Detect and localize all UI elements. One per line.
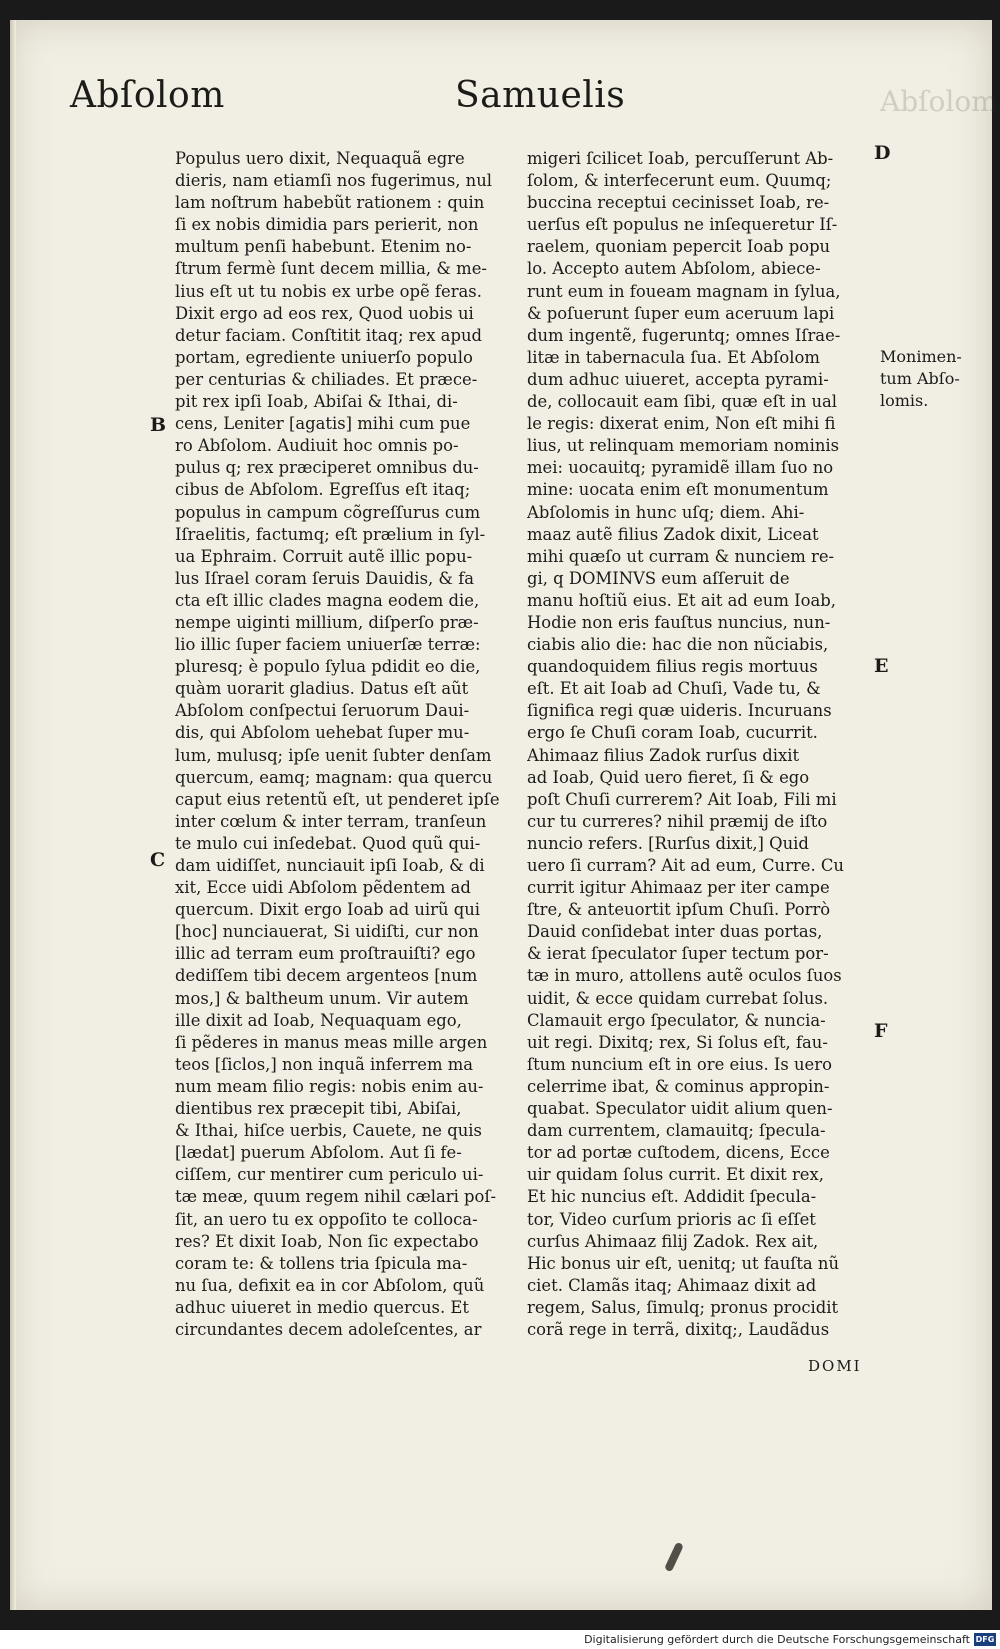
text-line: uidit, & ecce quidam currebat ſolus. xyxy=(527,988,829,1008)
book-page xyxy=(10,20,998,1610)
text-line: caput eius retentũ eſt, ut penderet ipſe xyxy=(175,789,500,809)
text-line: lus Iſrael coram ſeruis Dauidis, & fa xyxy=(175,568,475,588)
margin-note xyxy=(880,346,990,412)
catchword: DOMI xyxy=(808,1357,862,1375)
text-line: tor, Video curſum prioris ac ſi eſſet xyxy=(527,1209,816,1229)
text-line: ſtrum fermè ſunt decem millia, & me- xyxy=(175,259,487,279)
text-line: nempe uiginti millium, diſperſo præ- xyxy=(175,612,479,632)
text-line: & Ithai, hiſce uerbis, Cauete, ne quis xyxy=(175,1121,482,1141)
margin-letter-d: D xyxy=(874,142,891,164)
text-line: Dixit ergo ad eos rex, Quod uobis ui xyxy=(175,303,474,323)
text-line: illic ad terram eum proſtrauiſti? ego xyxy=(175,944,476,964)
text-line: num meam filio regis: nobis enim au- xyxy=(175,1076,484,1096)
text-line: ſolom, & interfecerunt eum. Quumq; xyxy=(527,171,832,191)
text-line: nuncio refers. [Rurſus dixit,] Quid xyxy=(527,833,809,853)
text-line: pulus q; rex præciperet omnibus du- xyxy=(175,458,479,478)
text-line: dam currentem, clamauitq; ſpecula- xyxy=(527,1121,826,1141)
text-line: de, collocauit eam ſibi, quæ eſt in ual xyxy=(527,392,838,412)
text-line: mos,] & baltheum unum. Vir autem xyxy=(175,988,469,1008)
text-line: poſt Chuſi currerem? Ait Ioab, Fili mi xyxy=(527,789,837,809)
text-line: populus in campum cõgreſſurus cum xyxy=(175,502,481,522)
text-line: quabat. Speculator uidit alium quen- xyxy=(527,1099,833,1119)
text-line: lum, mulusq; ipſe uenit ſubter denſam xyxy=(175,745,492,765)
text-line: ciabis alio die: hac die non nũciabis, xyxy=(527,635,829,655)
text-line: & poſuerunt ſuper eum aceruum lapi xyxy=(527,303,835,323)
text-line: cens, Leniter [agatis] mihi cum pue xyxy=(175,414,471,434)
text-line: litæ in tabernacula ſua. Et Abſolom xyxy=(527,347,820,367)
page-edge xyxy=(10,20,16,1610)
text-line: ciſſem, cur mentirer cum periculo ui- xyxy=(175,1165,484,1185)
text-line: teos [ſiclos,] non inquã inferrem ma xyxy=(175,1054,474,1074)
text-line: quercum, eamq; magnam: qua quercu xyxy=(175,767,493,787)
text-line: nu ſua, defixit ea in cor Abſolom, quũ xyxy=(175,1275,485,1295)
text-line: Hic bonus uir eſt, uenitq; ut fauſta nũ xyxy=(527,1253,839,1273)
right-text-column xyxy=(527,148,887,1341)
text-line: cibus de Abſolom. Egreſſus eſt itaq; xyxy=(175,480,471,500)
text-line: portam, egrediente uniuerſo populo xyxy=(175,347,473,367)
text-line: dis, qui Abſolom uehebat ſuper mu- xyxy=(175,723,470,743)
bleed-through-text: Abſolom xyxy=(880,85,998,118)
running-head-center: Samuelis xyxy=(455,75,626,116)
text-line: ſtum nuncium eſt in ore eius. Is uero xyxy=(527,1054,832,1074)
text-line: cta eſt illic clades magna eodem die, xyxy=(175,590,480,610)
text-line: tor ad portæ cuſtodem, dicens, Ecce xyxy=(527,1143,830,1163)
text-line: gi, q DOMINVS eum aſſeruit de xyxy=(527,568,790,588)
text-line: lio illic ſuper faciem uniuerſæ terræ: xyxy=(175,635,481,655)
text-line: xit, Ecce uidi Abſolom pẽdentem ad xyxy=(175,878,471,898)
text-line: [lædat] puerum Abſolom. Aut ſi fe- xyxy=(175,1143,462,1163)
text-line: lam noſtrum habebũt rationem : quin xyxy=(175,193,485,213)
text-line: uit regi. Dixitq; rex, Si ſolus eſt, fau- xyxy=(527,1032,828,1052)
text-line: quandoquidem filius regis mortuus xyxy=(527,657,818,677)
text-line: dediſſem tibi decem argenteos [num xyxy=(175,966,478,986)
text-line: manu hoſtiũ eius. Et ait ad eum Ioab, xyxy=(527,590,836,610)
text-line: dientibus rex præcepit tibi, Abiſai, xyxy=(175,1099,462,1119)
text-line: Iſraelitis, factumq; eſt prælium in ſyl- xyxy=(175,524,486,544)
text-line: tæ meæ, quum regem nihil cælari poſ- xyxy=(175,1187,497,1207)
text-line: res? Et dixit Ioab, Non ſic expectabo xyxy=(175,1231,479,1251)
margin-letter-f: F xyxy=(874,1020,888,1042)
text-line: curſus Ahimaaz filij Zadok. Rex ait, xyxy=(527,1231,819,1251)
text-line: ſi ex nobis dimidia pars perierit, non xyxy=(175,215,479,235)
dfg-logo: DFG xyxy=(975,1635,995,1644)
digitization-footer xyxy=(0,1630,1000,1649)
text-line: Ahimaaz filius Zadok rurſus dixit xyxy=(527,745,800,765)
text-line: uir quidam ſolus currit. Et dixit rex, xyxy=(527,1165,824,1185)
text-line: adhuc uiueret in medio quercus. Et xyxy=(175,1297,469,1317)
text-line: te mulo cui inſedebat. Quod quũ qui- xyxy=(175,833,481,853)
text-line: inter cœlum & inter terram, tranſeun xyxy=(175,811,487,831)
text-line: Abſolom conſpectui ſeruorum Daui- xyxy=(175,701,470,721)
text-line: ſi pẽderes in manus meas mille argen xyxy=(175,1032,488,1052)
text-line: corã rege in terrã, dixitq;, Laudãdus xyxy=(527,1319,830,1339)
margin-note-line: lomis. xyxy=(880,391,929,410)
left-text-column xyxy=(175,148,520,1341)
margin-letter-c: C xyxy=(150,849,166,871)
text-line: uerſus eſt populus ne inſequeretur Iſ- xyxy=(527,215,838,235)
text-line: ro Abſolom. Audiuit hoc omnis po- xyxy=(175,436,459,456)
text-line: & ierat ſpeculator ſuper tectum por- xyxy=(527,944,829,964)
text-line: dam uidiſſet, nunciauit ipſi Ioab, & di xyxy=(175,856,485,875)
text-line: ſignifica regi quæ uideris. Incuruans xyxy=(527,701,832,721)
text-line: dum ingentẽ, fugeruntq; omnes Iſrae- xyxy=(527,325,841,345)
text-line: ſit, an uero tu ex oppoſito te colloca- xyxy=(175,1209,478,1229)
text-line: coram te: & tollens tria ſpicula ma- xyxy=(175,1253,468,1273)
text-line: mihi quæſo ut curram & nunciem re- xyxy=(527,546,835,566)
text-line: pluresq; è populo ſylua pdidit eo die, xyxy=(175,657,481,677)
text-line: lo. Accepto autem Abſolom, abiece- xyxy=(527,259,821,279)
ink-mark xyxy=(664,1542,684,1573)
margin-letter-e: E xyxy=(874,655,889,677)
text-line: eſt. Et ait Ioab ad Chuſi, Vade tu, & xyxy=(527,679,821,699)
text-line: lius, ut relinquam memoriam nominis xyxy=(527,436,840,456)
text-line: mine: uocata enim eſt monumentum xyxy=(527,480,829,500)
text-line: celerrime ibat, & cominus appropin- xyxy=(527,1076,830,1096)
text-line: dieris, nam etiamſi nos fugerimus, nul xyxy=(175,171,493,191)
margin-letter-b: B xyxy=(150,414,167,436)
text-line: multum penſi habebunt. Etenim no- xyxy=(175,237,472,257)
text-line: ille dixit ad Ioab, Nequaquam ego, xyxy=(175,1010,462,1030)
text-line: regem, Salus, ſimulq; pronus procidit xyxy=(527,1297,839,1317)
text-line: ſtre, & anteuortit ipſum Chuſi. Porrò xyxy=(527,900,831,920)
text-line: Et hic nuncius eſt. Addidit ſpecula- xyxy=(527,1187,817,1207)
text-line: circundantes decem adoleſcentes, ar xyxy=(175,1319,482,1339)
text-line: maaz autẽ filius Zadok dixit, Liceat xyxy=(527,524,819,544)
text-line: quàm uorarit gladius. Datus eſt aũt xyxy=(175,679,469,699)
text-line: ad Ioab, Quid uero fieret, ſi & ego xyxy=(527,767,810,787)
margin-note-line: Monimen- xyxy=(880,347,962,366)
text-line: quercum. Dixit ergo Ioab ad uirũ qui xyxy=(175,900,481,920)
text-line: Clamauit ergo ſpeculator, & nuncia- xyxy=(527,1010,826,1030)
text-line: detur faciam. Conſtitit itaq; rex apud xyxy=(175,325,482,345)
text-line: Hodie non eris fauſtus nuncius, nun- xyxy=(527,612,831,632)
text-line: ciet. Clamãs itaq; Ahimaaz dixit ad xyxy=(527,1275,817,1295)
text-line: cur tu curreres? nihil præmij de iſto xyxy=(527,811,828,831)
text-line: mei: uocauitq; pyramidẽ illam ſuo no xyxy=(527,458,834,478)
text-line: migeri ſcilicet Ioab, percuſſerunt Ab- xyxy=(527,149,834,168)
text-line: [hoc] nunciauerat, Si uidiſti, cur non xyxy=(175,922,479,942)
text-line: raelem, quoniam pepercit Ioab popu xyxy=(527,237,831,257)
text-line: uero ſi curram? Ait ad eum, Curre. Cu xyxy=(527,856,844,875)
text-line: per centurias & chiliades. Et præce- xyxy=(175,369,478,389)
text-line: lius eſt ut tu nobis ex urbe opẽ feras. xyxy=(175,281,482,301)
text-line: runt eum in foueam magnam in ſylua, xyxy=(527,281,841,301)
text-line: tæ in muro, attollens autẽ oculos ſuos xyxy=(527,966,842,986)
text-line: ergo ſe Chuſi coram Ioab, cucurrit. xyxy=(527,723,818,743)
text-line: ua Ephraim. Corruit autẽ illic popu- xyxy=(175,546,473,566)
footer-credit: Digitalisierung gefördert durch die Deutsche Forschungsgemeinschaft xyxy=(584,1633,970,1646)
margin-note-line: tum Abſo- xyxy=(880,369,960,388)
text-line: Dauid conſidebat inter duas portas, xyxy=(527,922,823,942)
text-line: Abſolomis in hunc uſq; diem. Ahi- xyxy=(527,502,805,522)
text-line: pit rex ipſi Ioab, Abiſai & Ithai, di- xyxy=(175,392,458,412)
running-head-left: Abſolom xyxy=(70,75,225,116)
text-line: Populus uero dixit, Nequaquã egre xyxy=(175,149,465,168)
text-line: buccina receptui cecinisset Ioab, re- xyxy=(527,193,830,213)
text-line: dum adhuc uiueret, accepta pyrami- xyxy=(527,369,829,389)
text-line: le regis: dixerat enim, Non eſt mihi fi xyxy=(527,414,836,434)
text-line: currit igitur Ahimaaz per iter campe xyxy=(527,878,830,898)
